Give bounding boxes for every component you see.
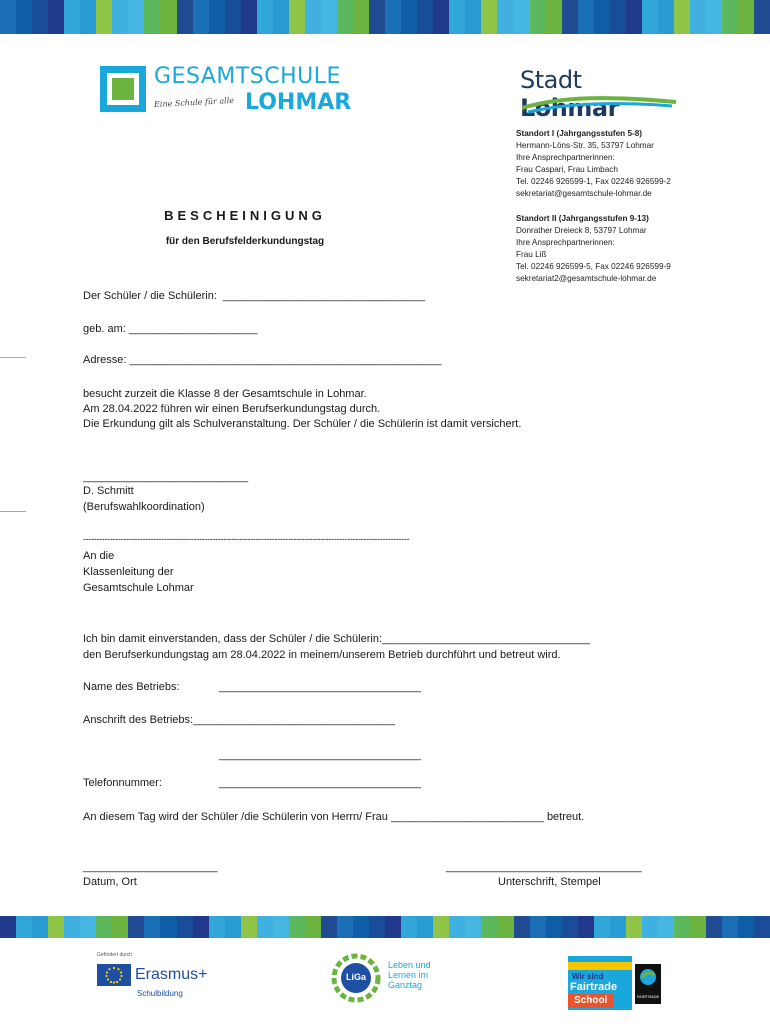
stripe-segment: [96, 916, 112, 938]
stripe-segment: [144, 0, 160, 34]
erasmus-sub: Schulbildung: [137, 989, 183, 998]
stripe-segment: [514, 0, 530, 34]
stripe-segment: [144, 916, 160, 938]
stripe-segment: [497, 916, 513, 938]
contact-site-1-line: Hermann-Löns-Str. 35, 53797 Lohmar: [516, 141, 654, 150]
stripe-segment: [530, 916, 546, 938]
fold-mark-bottom: [0, 511, 26, 512]
company-address-field-line2[interactable]: _________________________________: [219, 749, 421, 761]
school-logo: [100, 62, 350, 122]
coordinator-signature-line: ___________________________: [83, 471, 249, 483]
stripe-segment: [96, 0, 112, 34]
stripe-segment: [642, 916, 658, 938]
stripe-segment: [0, 0, 16, 34]
stripe-segment: [32, 0, 48, 34]
stripe-segment: [417, 916, 433, 938]
school-logo-name-top: GESAMTSCHULE: [154, 64, 341, 89]
stripe-segment: [80, 916, 96, 938]
stripe-segment: [0, 916, 16, 938]
stripe-segment: [385, 0, 401, 34]
contact-site-2-line: Ihre Ansprechpartnerinnen:: [516, 238, 615, 247]
contact-site-1-email: sekretariat@gesamtschule-lohmar.de: [516, 189, 652, 198]
stripe-segment: [497, 0, 513, 34]
city-logo-wave: [522, 94, 678, 114]
stripe-segment: [112, 916, 128, 938]
stripe-segment: [626, 0, 642, 34]
stripe-segment: [193, 916, 209, 938]
fairtrade-school-logo: [568, 956, 664, 1012]
stripe-segment: [353, 0, 369, 34]
stripe-segment: [225, 0, 241, 34]
contact-site-1-line: Frau Caspari, Frau Limbach: [516, 165, 618, 174]
stripe-segment: [160, 0, 176, 34]
stripe-segment: [241, 916, 257, 938]
school-logo-tagline: Eine Schule für alle: [153, 95, 235, 110]
stripe-segment: [658, 0, 674, 34]
stripe-segment: [594, 916, 610, 938]
company-address-field[interactable]: Anschrift des Betriebs:_________________________________: [83, 714, 395, 726]
city-logo: [520, 66, 680, 122]
stripe-segment: [128, 916, 144, 938]
liga-text-line: Ganztag: [388, 980, 423, 990]
document-title: BESCHEINIGUNG: [164, 208, 326, 223]
stripe-segment: [546, 916, 562, 938]
contact-site-1-head: Standort I (Jahrgangsstufen 5-8): [516, 129, 643, 138]
contact-site-1-line: Tel. 02246 926599-1, Fax 02246 926599-2: [516, 177, 671, 186]
fairtrade-mark-icon: [635, 964, 661, 1004]
stripe-segment: [225, 916, 241, 938]
stripe-segment: [433, 916, 449, 938]
stripe-segment: [337, 0, 353, 34]
stripe-segment: [353, 916, 369, 938]
stripe-segment: [481, 0, 497, 34]
stripe-segment: [562, 916, 578, 938]
stripe-segment: [546, 0, 562, 34]
supervisor-field[interactable]: An diesem Tag wird der Schüler /die Schülerin von Herrn/ Frau _________________________ betreut.: [83, 811, 585, 823]
stripe-segment: [305, 916, 321, 938]
stripe-segment: [514, 916, 530, 938]
liga-badge: LiGa: [345, 972, 366, 982]
date-place-field[interactable]: ______________________: [83, 861, 218, 873]
recipient-line: Klassenleitung der: [83, 566, 174, 578]
stripe-segment: [193, 0, 209, 34]
stripe-segment: [16, 916, 32, 938]
birth-date-field[interactable]: geb. am: _____________________: [83, 323, 258, 335]
stripe-segment: [754, 0, 770, 34]
phone-field[interactable]: _________________________________: [219, 777, 421, 789]
body-text-line: Am 28.04.2022 führen wir einen Berufserkundungstag durch.: [83, 403, 381, 415]
fairtrade-school-badge: [568, 956, 632, 1010]
contact-site-2-email: sekretariat2@gesamtschule-lohmar.de: [516, 274, 657, 283]
stripe-segment: [530, 0, 546, 34]
stamp-signature-field[interactable]: ________________________________: [446, 861, 642, 873]
stripe-segment: [321, 0, 337, 34]
stripe-segment: [128, 0, 144, 34]
stripe-segment: [289, 916, 305, 938]
stripe-segment: [674, 916, 690, 938]
stripe-segment: [273, 0, 289, 34]
stripe-segment: [273, 916, 289, 938]
stripe-segment: [626, 916, 642, 938]
consent-text: den Berufserkundungstag am 28.04.2022 in meinem/unserem Betrieb durchführt und betreut wird.: [83, 649, 561, 661]
stripe-segment: [738, 916, 754, 938]
stripe-segment: [369, 0, 385, 34]
stripe-segment: [80, 0, 96, 34]
eu-flag-icon: [97, 964, 131, 986]
student-name-field[interactable]: Der Schüler / die Schülerin: _________________________________: [83, 290, 425, 302]
stripe-segment: [16, 0, 32, 34]
stripe-segment: [209, 0, 225, 34]
stripe-segment: [337, 916, 353, 938]
stripe-segment: [48, 0, 64, 34]
stripe-segment: [610, 916, 626, 938]
fairtrade-mark-text: FAIRTRADE: [636, 994, 660, 999]
recipient-line: An die: [83, 550, 115, 562]
stripe-segment: [401, 916, 417, 938]
liga-logo: [330, 952, 460, 1004]
body-text-line: Die Erkundung gilt als Schulveranstaltung. Der Schüler / die Schülerin ist damit versichert.: [83, 418, 522, 430]
school-logo-mark: [100, 66, 146, 112]
stripe-segment: [465, 916, 481, 938]
stripe-segment: [449, 0, 465, 34]
stripe-segment: [48, 916, 64, 938]
date-place-label: Datum, Ort: [83, 876, 137, 888]
contact-site-2-head: Standort II (Jahrgangsstufen 9-13): [516, 214, 649, 223]
coordinator-name: D. Schmitt: [83, 485, 134, 497]
contact-site-1: [516, 128, 756, 200]
document-subtitle: für den Berufsfelderkundungstag: [165, 236, 325, 247]
stripe-segment: [64, 0, 80, 34]
stripe-segment: [642, 0, 658, 34]
stamp-signature-label: Unterschrift, Stempel: [498, 876, 601, 888]
erasmus-name: Erasmus+: [135, 966, 208, 983]
fold-mark-top: [0, 357, 26, 358]
consent-student-field[interactable]: Ich bin damit einverstanden, dass der Schüler / die Schülerin:__________________________________: [83, 633, 590, 645]
contact-site-2-line: Tel. 02246 926599-5, Fax 02246 926599-9: [516, 262, 671, 271]
stripe-segment: [32, 916, 48, 938]
stripe-segment: [257, 916, 273, 938]
stripe-segment: [177, 916, 193, 938]
liga-text-line: Leben und: [388, 960, 431, 970]
phone-label: Telefonnummer:: [83, 777, 162, 789]
contact-site-2-line: Donrather Dreieck 8, 53797 Lohmar: [516, 226, 647, 235]
stripe-segment: [690, 916, 706, 938]
stripe-segment: [305, 0, 321, 34]
stripe-segment: [481, 916, 497, 938]
stripe-segment: [562, 0, 578, 34]
stripe-segment: [578, 0, 594, 34]
fairtrade-line-1: Wir sind: [572, 972, 604, 981]
recipient-line: Gesamtschule Lohmar: [83, 582, 194, 594]
address-field[interactable]: Adresse: ___________________________________________________: [83, 354, 442, 366]
company-name-field[interactable]: _________________________________: [219, 681, 421, 693]
stripe-segment: [160, 916, 176, 938]
stripe-segment: [754, 916, 770, 938]
stripe-segment: [674, 0, 690, 34]
stripe-segment: [690, 0, 706, 34]
stripe-segment: [738, 0, 754, 34]
stripe-segment: [369, 916, 385, 938]
contact-site-2: [516, 213, 756, 285]
stripe-segment: [433, 0, 449, 34]
company-name-label: Name des Betriebs:: [83, 681, 180, 693]
contact-site-2-line: Frau Liß: [516, 250, 547, 259]
stripe-segment: [177, 0, 193, 34]
stripe-segment: [706, 0, 722, 34]
stripe-segment: [610, 0, 626, 34]
bottom-color-stripe: [0, 916, 770, 938]
stripe-segment: [64, 916, 80, 938]
stripe-segment: [417, 0, 433, 34]
stripe-segment: [257, 0, 273, 34]
cut-line-separator: -------------------------------------------------------------------------------------------------------------------------: [83, 534, 410, 544]
stripe-segment: [465, 0, 481, 34]
stripe-segment: [722, 0, 738, 34]
stripe-segment: [401, 0, 417, 34]
stripe-segment: [241, 0, 257, 34]
liga-text-line: Lernen im: [388, 970, 429, 980]
stripe-segment: [706, 916, 722, 938]
city-logo-name: Lohmar: [520, 94, 619, 122]
city-logo-prefix: Stadt: [520, 66, 582, 94]
stripe-segment: [385, 916, 401, 938]
stripe-segment: [209, 916, 225, 938]
fairtrade-line-3: School: [574, 995, 608, 1006]
stripe-segment: [449, 916, 465, 938]
stripe-segment: [112, 0, 128, 34]
stripe-segment: [658, 916, 674, 938]
erasmus-funded-by: Gefördert durch: [97, 952, 133, 958]
erasmus-logo: [97, 952, 227, 1004]
body-text-line: besucht zurzeit die Klasse 8 der Gesamtschule in Lohmar.: [83, 388, 367, 400]
coordinator-role: (Berufswahlkoordination): [83, 501, 205, 513]
stripe-segment: [289, 0, 305, 34]
top-color-stripe: [0, 0, 770, 34]
school-logo-name-bottom: LOHMAR: [245, 90, 352, 115]
stripe-segment: [578, 916, 594, 938]
stripe-segment: [722, 916, 738, 938]
fairtrade-line-2: Fairtrade: [570, 981, 618, 993]
stripe-segment: [321, 916, 337, 938]
stripe-segment: [594, 0, 610, 34]
contact-site-1-line: Ihre Ansprechpartnerinnen:: [516, 153, 615, 162]
